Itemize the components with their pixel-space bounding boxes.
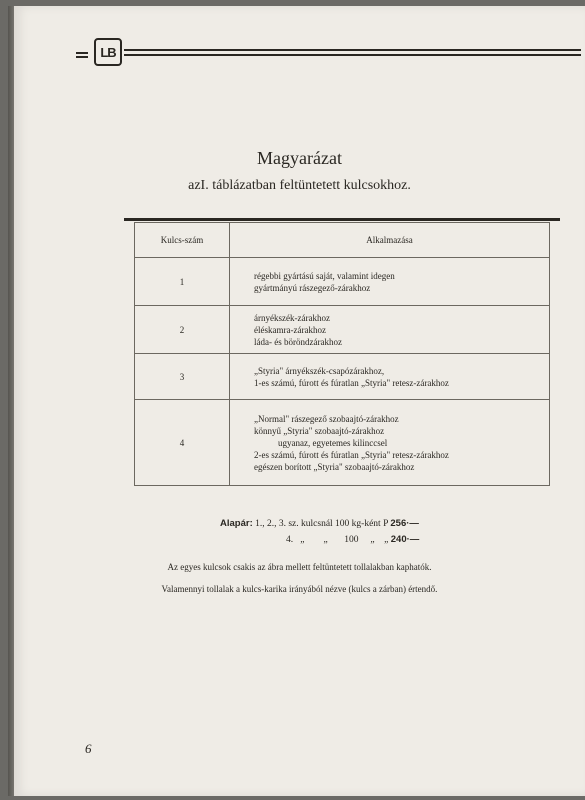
column-header-key-number: Kulcs-szám bbox=[135, 223, 230, 258]
page-subtitle: azI. táblázatban feltüntetett kulcsokhoz. bbox=[188, 178, 411, 193]
application-line: egészen borított „Styria" szobaajtó-zárakhoz bbox=[254, 461, 415, 472]
price-value: 256·— bbox=[390, 518, 419, 529]
application-line: „Styria" árnyékszék-csapózárakhoz, bbox=[254, 365, 385, 376]
base-price-block bbox=[220, 516, 419, 548]
table-row bbox=[135, 354, 550, 400]
table-header-row bbox=[135, 223, 550, 258]
table-top-rule bbox=[124, 218, 560, 221]
page-title: Magyarázat bbox=[257, 148, 342, 168]
key-number: 4 bbox=[135, 400, 230, 486]
note-text: Az egyes kulcsok csakis az ábra mellett feltüntetett tollalakban kaphatók. bbox=[167, 562, 432, 572]
note-text: Valamennyi tollalak a kulcs-karika irányából nézve (kulcs a zárban) értendő. bbox=[161, 584, 438, 594]
price-text: 1., 2., 3. sz. kulcsnál 100 kg-ként P bbox=[255, 519, 389, 529]
price-value: 240·— bbox=[390, 534, 420, 545]
page-number: 6 bbox=[85, 741, 92, 756]
document-page bbox=[14, 6, 585, 796]
key-application bbox=[230, 354, 550, 400]
key-application bbox=[230, 258, 550, 306]
application-line: gyártmányú rászegező-zárakhoz bbox=[254, 282, 371, 293]
price-label: Alapár: bbox=[220, 518, 253, 529]
application-line: éléskamra-zárakhoz bbox=[254, 324, 326, 335]
price-line bbox=[220, 516, 419, 532]
application-line: 2-es számú, fúrott és fúratlan „Styria" retesz-zárakhoz bbox=[254, 449, 449, 460]
header-rules bbox=[124, 49, 581, 59]
header-dash bbox=[76, 52, 88, 54]
column-header-application: Alkalmazása bbox=[230, 223, 550, 258]
table-row bbox=[135, 400, 550, 486]
price-text: 4. „ „ 100 „ „ bbox=[286, 535, 389, 545]
table-row bbox=[135, 258, 550, 306]
application-line: láda- és böröndzárakhoz bbox=[254, 336, 342, 347]
price-line bbox=[220, 532, 419, 548]
application-line: „Normal" rászegező szobaajtó-zárakhoz bbox=[254, 413, 399, 424]
key-application bbox=[230, 306, 550, 354]
application-line: árnyékszék-zárakhoz bbox=[254, 312, 330, 323]
key-application bbox=[230, 400, 550, 486]
key-number: 3 bbox=[135, 354, 230, 400]
page-header bbox=[76, 46, 585, 64]
key-number: 1 bbox=[135, 258, 230, 306]
application-line: könnyű „Styria" szobaajtó-zárakhoz bbox=[254, 425, 385, 436]
company-logo: LB bbox=[94, 38, 122, 66]
application-line: régebbi gyártású saját, valamint idegen bbox=[254, 270, 395, 281]
application-line: ugyanaz, egyetemes kilinccsel bbox=[278, 437, 388, 448]
table-row bbox=[135, 306, 550, 354]
application-line: 1-es számú, fúrott és fúratlan „Styria" retesz-zárakhoz bbox=[254, 377, 449, 388]
key-table bbox=[134, 222, 550, 486]
key-number: 2 bbox=[135, 306, 230, 354]
